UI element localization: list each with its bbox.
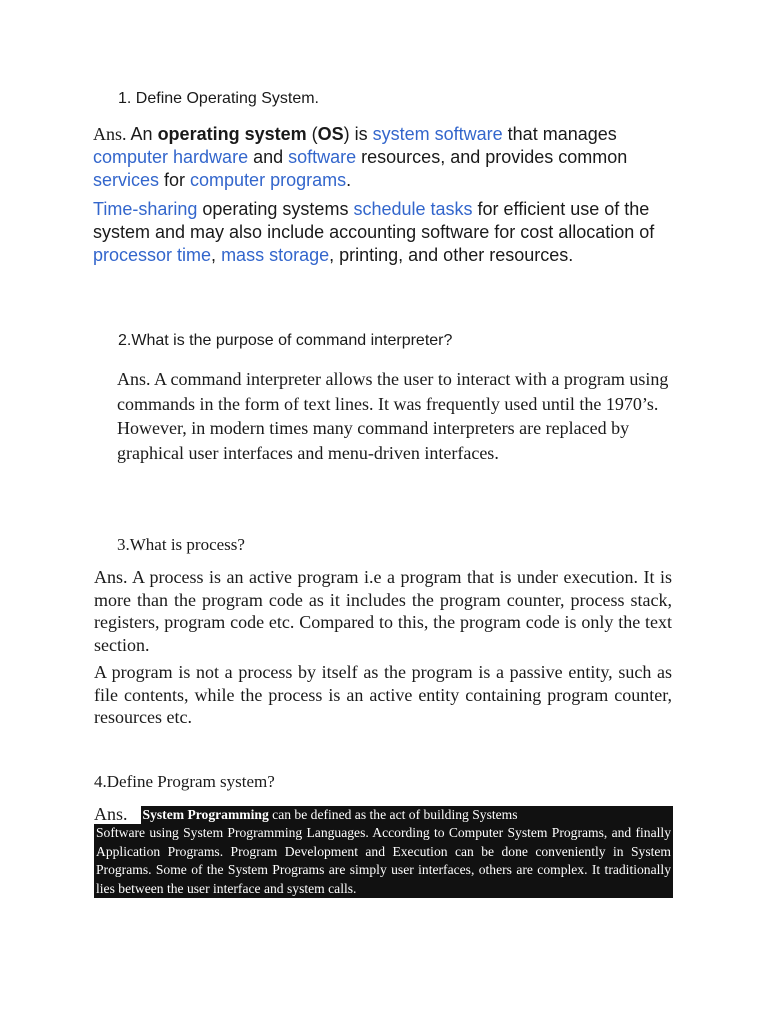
highlighted-block: Software using System Programming Languages. According to Computer System Programs, and finally Application Programs. Program Development and Execution can be done conveniently in System Programs. Some of the System Programs are simply user interfaces, others are complex. It traditionally lies between the user interface and system calls. <box>94 824 673 898</box>
question-1-answer-p2: Time-sharing operating systems schedule tasks for efficient use of the system and may also include accounting software for cost allocation of processor time, mass storage, printing, and other resources. <box>93 199 655 265</box>
link-system-software[interactable]: system software <box>372 124 503 144</box>
link-processor-time[interactable]: processor time <box>93 245 212 265</box>
question-1-answer-p1: Ans. An operating system (OS) is system software that manages computer hardware and software resources, and provides common services for computer programs. <box>93 124 628 190</box>
link-schedule-tasks[interactable]: schedule tasks <box>353 199 473 219</box>
question-3-answer-p2: A program is not a process by itself as the program is a passive entity, such as file contents, while the process is an active entity containing program counter, resources etc. <box>94 662 672 727</box>
link-software[interactable]: software <box>288 147 357 167</box>
question-4-answer <box>94 804 673 898</box>
link-services[interactable]: services <box>93 170 160 190</box>
highlighted-line-first: System Programming can be defined as the act of building Systems <box>141 806 673 825</box>
question-2-title: 2.What is the purpose of command interpreter? <box>118 332 453 349</box>
ans-label: Ans. <box>93 124 127 144</box>
system-programming-term: System Programming <box>142 806 269 822</box>
question-4-title: 4.Define Program system? <box>94 772 275 791</box>
link-computer-programs[interactable]: computer programs <box>190 170 347 190</box>
link-mass-storage[interactable]: mass storage <box>221 245 330 265</box>
question-2-answer: Ans. A command interpreter allows the user to interact with a program using commands in the form of text lines. It was frequently used until the 1970’s. However, in modern times many command interpreters are replaced by graphical user interfaces and menu-driven interfaces. <box>117 369 669 463</box>
link-computer-hardware[interactable]: computer hardware <box>93 147 249 167</box>
question-3-title: 3.What is process? <box>117 535 245 554</box>
question-1-title: 1. Define Operating System. <box>118 90 319 107</box>
question-3-answer-p1: Ans. A process is an active program i.e a program that is under execution. It is more than the program code as it includes the program counter, process stack, registers, program code etc. Compared to this, the program code is only the text section. <box>94 567 672 655</box>
ans-label: Ans. <box>94 804 128 824</box>
link-time-sharing[interactable]: Time-sharing <box>93 199 198 219</box>
